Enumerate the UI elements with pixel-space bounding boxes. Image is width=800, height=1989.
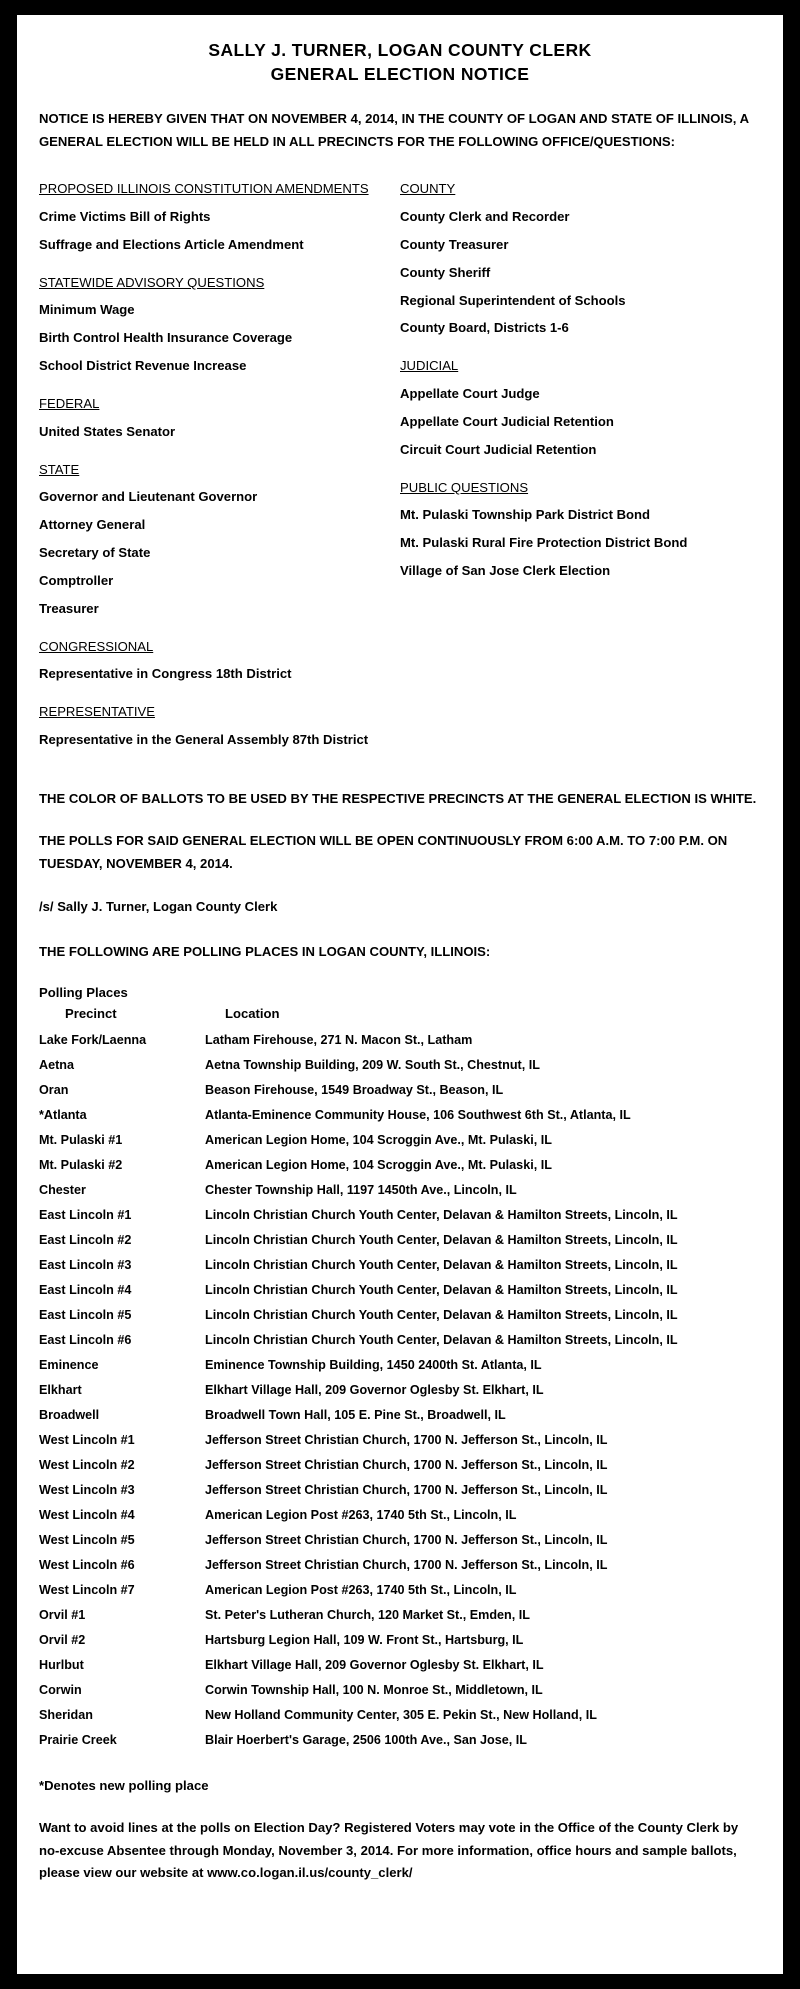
office-left-group-heading: STATEWIDE ADVISORY QUESTIONS [39, 274, 265, 290]
table-row [39, 1327, 761, 1352]
cell-precinct: West Lincoln #2 [39, 1457, 135, 1472]
office-right-group-heading: JUDICIAL [400, 358, 459, 374]
table-row [39, 1052, 761, 1077]
table-row [39, 1202, 761, 1227]
table-row [39, 1477, 761, 1502]
office-right-group [400, 478, 761, 581]
table-row [39, 1177, 761, 1202]
cell-precinct: West Lincoln #3 [39, 1482, 135, 1497]
table-row [39, 1527, 761, 1552]
table-row [39, 1152, 761, 1177]
cell-location: Jefferson Street Christian Church, 1700 N. Jefferson St., Lincoln, IL [205, 1557, 608, 1572]
polling-places-table [39, 1002, 761, 1752]
cell-precinct: East Lincoln #3 [39, 1257, 132, 1272]
cell-location: Lincoln Christian Church Youth Center, Delavan & Hamilton Streets, Lincoln, IL [205, 1282, 678, 1297]
intro-paragraph: NOTICE IS HEREBY GIVEN THAT ON NOVEMBER 4, 2014, IN THE COUNTY OF LOGAN AND STATE OF ILLINOIS, A GENERAL ELECTION WILL BE HELD IN ALL PRECINCTS FOR THE FOLLOWING OFFICE/QUESTIONS: [39, 111, 749, 149]
cell-location: Jefferson Street Christian Church, 1700 N. Jefferson St., Lincoln, IL [205, 1532, 608, 1547]
cell-precinct: East Lincoln #1 [39, 1207, 132, 1222]
cell-location: Atlanta-Eminence Community House, 106 Southwest 6th St., Atlanta, IL [205, 1107, 631, 1122]
office-left-group [39, 702, 400, 750]
office-right-group-item: Appellate Court Judicial Retention [400, 413, 614, 429]
page-title [39, 39, 761, 86]
cell-precinct: Mt. Pulaski #2 [39, 1157, 123, 1172]
cell-precinct: East Lincoln #6 [39, 1332, 132, 1347]
office-left-group-heading: STATE [39, 461, 80, 477]
office-right-group-item: Appellate Court Judge [400, 386, 540, 402]
cell-precinct: Aetna [39, 1057, 74, 1072]
poll-hours-paragraph: THE POLLS FOR SAID GENERAL ELECTION WILL BE OPEN CONTINUOUSLY FROM 6:00 A.M. TO 7:00 P.M. ON TUESDAY, NOVEMBER 4, 2014. [39, 833, 728, 871]
table-row [39, 1502, 761, 1527]
table-row [39, 1652, 761, 1677]
cell-location: Aetna Township Building, 209 W. South St., Chestnut, IL [205, 1057, 540, 1072]
column-header-location: Location [225, 1006, 280, 1022]
cell-precinct: Broadwell [39, 1407, 100, 1422]
denotes-note: *Denotes new polling place [39, 1778, 209, 1794]
cell-location: Jefferson Street Christian Church, 1700 N. Jefferson St., Lincoln, IL [205, 1482, 608, 1497]
office-right-group-item: County Board, Districts 1-6 [400, 320, 569, 336]
cell-precinct: Eminence [39, 1357, 99, 1372]
cell-precinct: East Lincoln #2 [39, 1232, 132, 1247]
cell-location: Blair Hoerbert's Garage, 2506 100th Ave., San Jose, IL [205, 1732, 527, 1747]
cell-location: Eminence Township Building, 1450 2400th St. Atlanta, IL [205, 1357, 542, 1372]
office-left-group-heading: FEDERAL [39, 396, 100, 412]
office-left-group-item: School District Revenue Increase [39, 358, 247, 374]
polling-places-label: Polling Places [39, 985, 128, 1001]
office-left-group-heading: REPRESENTATIVE [39, 704, 155, 720]
cell-location: Hartsburg Legion Hall, 109 W. Front St., Hartsburg, IL [205, 1632, 524, 1647]
table-row [39, 1402, 761, 1427]
office-right-group-item: Regional Superintendent of Schools [400, 292, 626, 308]
office-left-group [39, 273, 400, 376]
cell-location: Elkhart Village Hall, 209 Governor Oglesby St. Elkhart, IL [205, 1382, 544, 1397]
cell-precinct: West Lincoln #1 [39, 1432, 135, 1447]
table-row [39, 1302, 761, 1327]
office-left-group-item: Secretary of State [39, 544, 151, 560]
office-left-group-item: Treasurer [39, 600, 99, 616]
clerk-signature: /s/ Sally J. Turner, Logan County Clerk [39, 899, 278, 915]
footer-paragraph: Want to avoid lines at the polls on Election Day? Registered Voters may vote in the Office of the County Clerk by no-excuse Absentee through Monday, November 3, 2014. For more information, office hours and sample ballots, please view our website at www.co.logan.il.us/county_clerk/ [39, 1820, 739, 1881]
office-right-group-item: Mt. Pulaski Township Park District Bond [400, 507, 651, 523]
cell-location: Elkhart Village Hall, 209 Governor Oglesby St. Elkhart, IL [205, 1657, 544, 1672]
table-row [39, 1027, 761, 1052]
cell-precinct: East Lincoln #4 [39, 1282, 132, 1297]
office-left-group-heading: CONGRESSIONAL [39, 638, 154, 654]
cell-location: Lincoln Christian Church Youth Center, Delavan & Hamilton Streets, Lincoln, IL [205, 1307, 678, 1322]
cell-location: Corwin Township Hall, 100 N. Monroe St., Middletown, IL [205, 1682, 543, 1697]
polling-intro: THE FOLLOWING ARE POLLING PLACES IN LOGAN COUNTY, ILLINOIS: [39, 944, 491, 960]
cell-precinct: Oran [39, 1082, 69, 1097]
table-row [39, 1627, 761, 1652]
cell-precinct: Corwin [39, 1682, 82, 1697]
cell-location: New Holland Community Center, 305 E. Pekin St., New Holland, IL [205, 1707, 597, 1722]
cell-location: Lincoln Christian Church Youth Center, Delavan & Hamilton Streets, Lincoln, IL [205, 1332, 678, 1347]
cell-location: Jefferson Street Christian Church, 1700 N. Jefferson St., Lincoln, IL [205, 1457, 608, 1472]
office-left-group-item: Comptroller [39, 572, 114, 588]
title-line-2: GENERAL ELECTION NOTICE [270, 63, 530, 84]
office-left-group-item: Minimum Wage [39, 302, 135, 318]
office-left-group [39, 179, 400, 254]
polling-table-body [39, 1027, 761, 1752]
cell-location: American Legion Home, 104 Scroggin Ave., Mt. Pulaski, IL [205, 1157, 552, 1172]
cell-precinct: West Lincoln #7 [39, 1582, 135, 1597]
cell-location: American Legion Post #263, 1740 5th St., Lincoln, IL [205, 1582, 517, 1597]
office-left-group-item: Representative in Congress 18th District [39, 666, 292, 682]
table-row [39, 1077, 761, 1102]
cell-precinct: Lake Fork/Laenna [39, 1032, 147, 1047]
office-right-group-item: County Sheriff [400, 264, 491, 280]
office-right-group-heading: COUNTY [400, 181, 456, 197]
column-header-precinct: Precinct [65, 1006, 117, 1022]
office-left-group [39, 460, 400, 619]
office-left-group-heading: PROPOSED ILLINOIS CONSTITUTION AMENDMENTS [39, 181, 369, 197]
title-line-1: SALLY J. TURNER, LOGAN COUNTY CLERK [208, 40, 592, 60]
cell-precinct: Chester [39, 1182, 86, 1197]
table-row [39, 1602, 761, 1627]
office-left-group-item: United States Senator [39, 423, 176, 439]
office-right-group-item: Circuit Court Judicial Retention [400, 441, 597, 457]
cell-location: Lincoln Christian Church Youth Center, Delavan & Hamilton Streets, Lincoln, IL [205, 1257, 678, 1272]
table-row [39, 1352, 761, 1377]
table-row [39, 1727, 761, 1752]
office-left-group [39, 637, 400, 685]
cell-precinct: West Lincoln #6 [39, 1557, 135, 1572]
ballot-color-paragraph: THE COLOR OF BALLOTS TO BE USED BY THE RESPECTIVE PRECINCTS AT THE GENERAL ELECTION IS WHITE. [39, 790, 757, 806]
office-left-group-item: Governor and Lieutenant Governor [39, 489, 258, 505]
table-row [39, 1452, 761, 1477]
cell-precinct: Sheridan [39, 1707, 93, 1722]
cell-location: St. Peter's Lutheran Church, 120 Market St., Emden, IL [205, 1607, 530, 1622]
table-row [39, 1677, 761, 1702]
office-right-group-item: Village of San Jose Clerk Election [400, 563, 611, 579]
cell-precinct: Prairie Creek [39, 1732, 117, 1747]
cell-location: Jefferson Street Christian Church, 1700 N. Jefferson St., Lincoln, IL [205, 1432, 608, 1447]
notice-sheet [16, 14, 784, 1975]
table-row [39, 1702, 761, 1727]
table-row [39, 1252, 761, 1277]
office-left-group [39, 394, 400, 442]
cell-precinct: Mt. Pulaski #1 [39, 1132, 123, 1147]
cell-precinct: *Atlanta [39, 1107, 87, 1122]
office-left-group-item: Birth Control Health Insurance Coverage [39, 330, 293, 346]
office-left-group-item: Crime Victims Bill of Rights [39, 208, 211, 224]
table-row [39, 1127, 761, 1152]
cell-location: Chester Township Hall, 1197 1450th Ave., Lincoln, IL [205, 1182, 517, 1197]
offices-columns [39, 179, 761, 767]
cell-location: American Legion Post #263, 1740 5th St., Lincoln, IL [205, 1507, 517, 1522]
table-row [39, 1227, 761, 1252]
cell-precinct: West Lincoln #4 [39, 1507, 135, 1522]
cell-precinct: West Lincoln #5 [39, 1532, 135, 1547]
table-row [39, 1552, 761, 1577]
cell-location: Latham Firehouse, 271 N. Macon St., Latham [205, 1032, 473, 1047]
cell-location: Broadwell Town Hall, 105 E. Pine St., Broadwell, IL [205, 1407, 506, 1422]
offices-column-left [39, 179, 400, 767]
cell-location: American Legion Home, 104 Scroggin Ave., Mt. Pulaski, IL [205, 1132, 552, 1147]
office-right-group-heading: PUBLIC QUESTIONS [400, 479, 529, 495]
cell-precinct: Orvil #2 [39, 1632, 86, 1647]
cell-location: Lincoln Christian Church Youth Center, Delavan & Hamilton Streets, Lincoln, IL [205, 1232, 678, 1247]
office-right-group-item: County Clerk and Recorder [400, 208, 570, 224]
table-row [39, 1277, 761, 1302]
table-header-row [39, 1002, 761, 1027]
office-left-group-item: Representative in the General Assembly 87th District [39, 731, 369, 747]
cell-location: Lincoln Christian Church Youth Center, Delavan & Hamilton Streets, Lincoln, IL [205, 1207, 678, 1222]
office-right-group-item: County Treasurer [400, 236, 509, 252]
table-row [39, 1427, 761, 1452]
cell-precinct: Hurlbut [39, 1657, 84, 1672]
offices-column-right [400, 179, 761, 767]
office-right-group-item: Mt. Pulaski Rural Fire Protection District Bond [400, 535, 688, 551]
office-right-group [400, 179, 761, 338]
table-row [39, 1102, 761, 1127]
cell-precinct: Orvil #1 [39, 1607, 86, 1622]
cell-location: Beason Firehouse, 1549 Broadway St., Beason, IL [205, 1082, 504, 1097]
office-left-group-item: Suffrage and Elections Article Amendment [39, 236, 304, 252]
cell-precinct: East Lincoln #5 [39, 1307, 132, 1322]
cell-precinct: Elkhart [39, 1382, 82, 1397]
office-right-group [400, 356, 761, 459]
table-row [39, 1377, 761, 1402]
table-row [39, 1577, 761, 1602]
office-left-group-item: Attorney General [39, 517, 146, 533]
notice-block [39, 788, 761, 960]
